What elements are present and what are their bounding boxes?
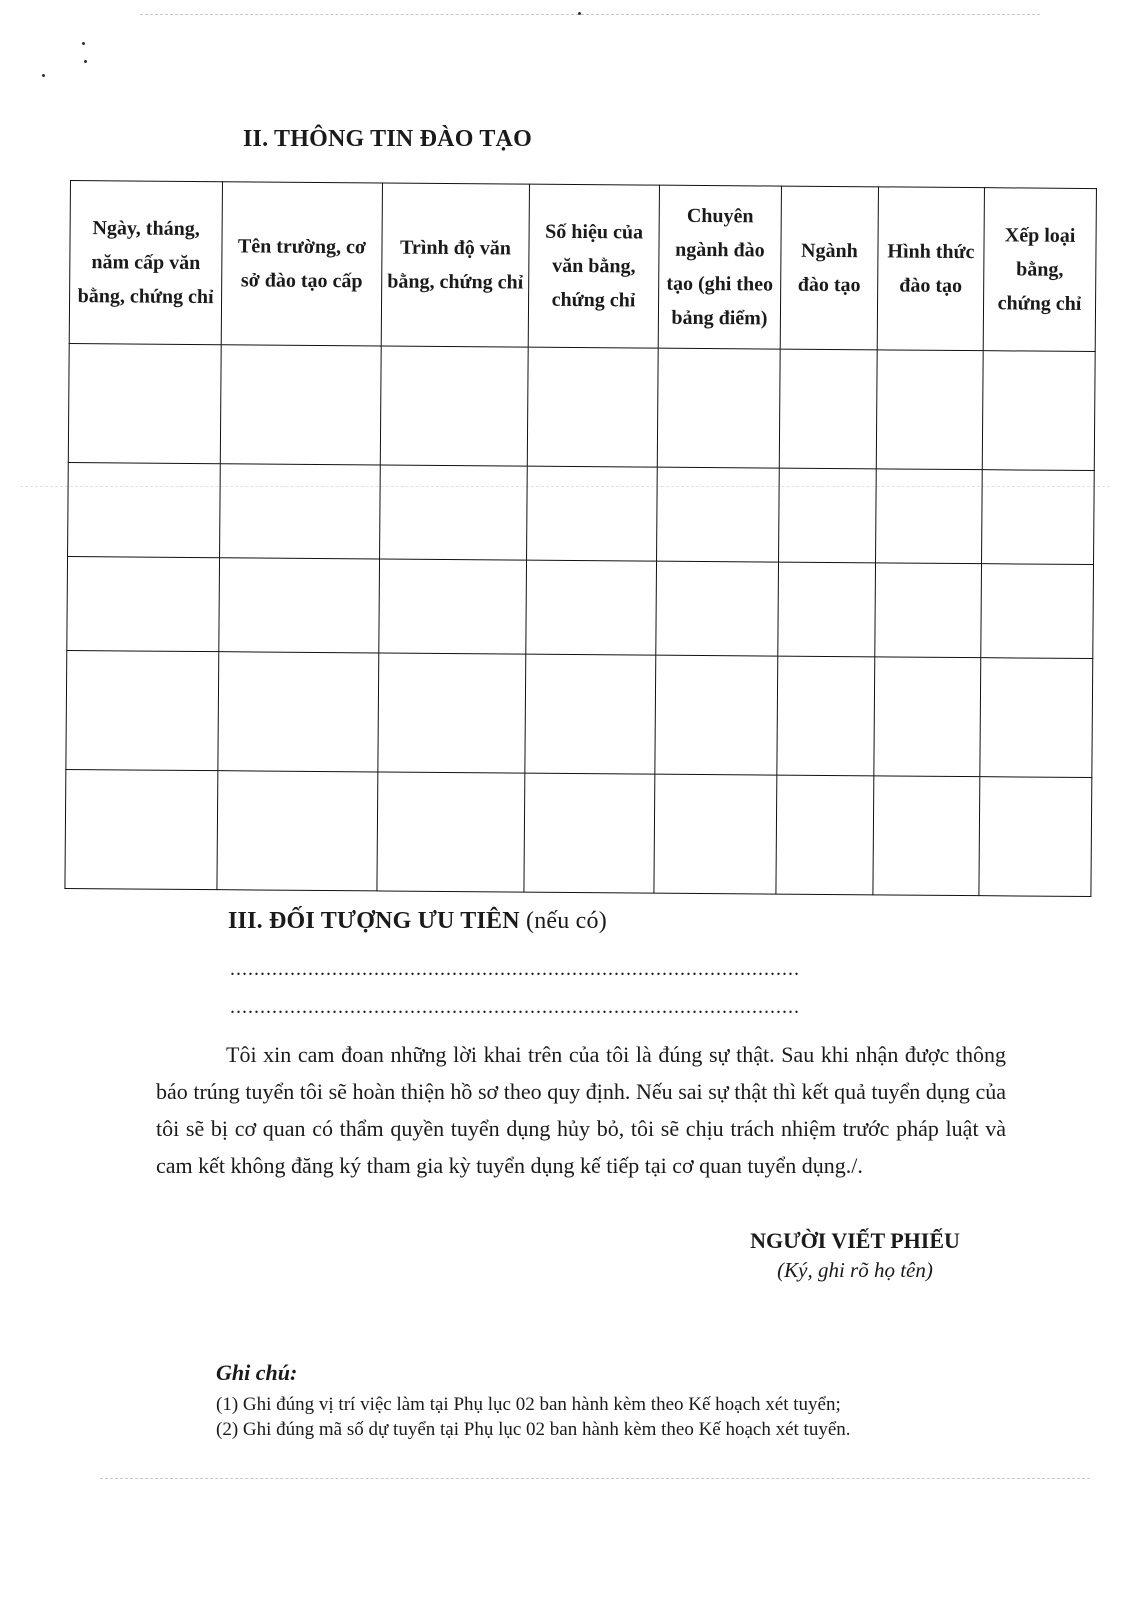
- table-row: [67, 556, 1094, 658]
- table-header-row: [69, 181, 1096, 352]
- col-header-grade: Xếp loại bằng, chứng chỉ: [983, 188, 1096, 352]
- table-cell[interactable]: [779, 468, 877, 563]
- table-row: [68, 462, 1095, 564]
- table-cell[interactable]: [217, 771, 378, 891]
- table-cell[interactable]: [526, 560, 657, 655]
- note-item-1: (1) Ghi đúng vị trí việc làm tại Phụ lục 02 ban hành kèm theo Kế hoạch xét tuyển;: [216, 1394, 841, 1415]
- priority-dotted-line-2[interactable]: ...............................................................................................: [230, 996, 800, 1016]
- col-header-major: Ngành đào tạo: [780, 186, 878, 350]
- table-cell[interactable]: [525, 654, 656, 774]
- col-header-training-mode: Hình thức đào tạo: [877, 187, 984, 351]
- scan-artifact-top: [140, 14, 1040, 15]
- table-cell[interactable]: [876, 350, 983, 470]
- signer-hint: (Ký, ghi rõ họ tên): [777, 1258, 933, 1282]
- table-cell[interactable]: [527, 466, 658, 561]
- priority-dotted-line-1[interactable]: ...............................................................................................: [230, 958, 800, 978]
- table-cell[interactable]: [875, 563, 982, 658]
- notes-section: [216, 1360, 1016, 1442]
- table-cell[interactable]: [68, 343, 221, 463]
- table-cell[interactable]: [777, 656, 875, 776]
- table-cell[interactable]: [874, 657, 981, 777]
- table-cell[interactable]: [380, 346, 528, 466]
- scan-speck: [42, 74, 45, 77]
- table-cell[interactable]: [980, 658, 1093, 778]
- table-cell[interactable]: [527, 347, 658, 467]
- section-3-title-text: III. ĐỐI TƯỢNG ƯU TIÊN: [228, 908, 520, 934]
- table-cell[interactable]: [219, 558, 380, 653]
- signature-block: [705, 1228, 1005, 1283]
- section-2-title: II. THÔNG TIN ĐÀO TẠO: [243, 126, 532, 152]
- table-cell[interactable]: [979, 777, 1092, 897]
- table-cell[interactable]: [876, 469, 983, 564]
- col-header-degree-level: Trình độ văn bằng, chứng chỉ: [381, 183, 529, 347]
- table-cell[interactable]: [65, 769, 218, 889]
- table-cell[interactable]: [220, 464, 381, 559]
- table-cell[interactable]: [982, 470, 1095, 565]
- scan-artifact-bottom: [100, 1478, 1090, 1479]
- table-cell[interactable]: [981, 564, 1094, 659]
- training-table: [64, 180, 1097, 897]
- table-cell[interactable]: [378, 653, 526, 773]
- table-row: [66, 650, 1093, 777]
- col-header-school: Tên trường, cơ sở đào tạo cấp: [221, 182, 382, 346]
- scan-speck: [82, 42, 85, 45]
- signer-role: NGƯỜI VIẾT PHIẾU: [750, 1228, 960, 1253]
- table-cell[interactable]: [654, 774, 777, 894]
- table-cell[interactable]: [218, 652, 379, 772]
- table-cell[interactable]: [873, 776, 980, 896]
- table-row: [65, 769, 1092, 896]
- table-cell[interactable]: [524, 773, 655, 893]
- note-item-2: (2) Ghi đúng mã số dự tuyển tại Phụ lục 02 ban hành kèm theo Kế hoạch xét tuyển.: [216, 1419, 851, 1440]
- table-cell[interactable]: [68, 462, 221, 557]
- table-cell[interactable]: [982, 351, 1095, 471]
- scan-speck: [578, 12, 581, 15]
- table-cell[interactable]: [655, 655, 778, 775]
- section-3-title: [228, 908, 607, 935]
- table-cell[interactable]: [657, 348, 780, 468]
- table-cell[interactable]: [220, 345, 381, 465]
- table-cell[interactable]: [67, 556, 220, 651]
- table-cell[interactable]: [66, 650, 219, 770]
- table-cell[interactable]: [779, 349, 877, 469]
- table-cell[interactable]: [778, 562, 876, 657]
- col-header-certificate-number: Số hiệu của văn bằng, chứng chỉ: [528, 184, 659, 348]
- table-cell[interactable]: [379, 559, 527, 654]
- col-header-issue-date: Ngày, tháng, năm cấp văn bằng, chứng chỉ: [69, 181, 222, 345]
- table-row: [68, 343, 1095, 470]
- table-cell[interactable]: [380, 465, 528, 560]
- declaration-paragraph: Tôi xin cam đoan những lời khai trên của tôi là đúng sự thật. Sau khi nhận được thông báo trúng tuyển tôi sẽ hoàn thiện hồ sơ theo quy định. Nếu sai sự thật thì kết quả tuyển dụng của tôi sẽ bị cơ quan có thẩm quyền tuyển dụng hủy bỏ, tôi sẽ chịu trách nhiệm trước pháp luật và cam kết không đăng ký tham gia kỳ tuyển dụng kế tiếp tại cơ quan tuyển dụng./.: [156, 1042, 1006, 1178]
- table-cell[interactable]: [657, 467, 780, 562]
- section-3-title-suffix: (nếu có): [526, 908, 607, 934]
- table-cell[interactable]: [656, 561, 779, 656]
- notes-title: Ghi chú:: [216, 1360, 298, 1385]
- table-cell[interactable]: [776, 775, 874, 895]
- scan-speck: [84, 60, 87, 63]
- col-header-specialization: Chuyên ngành đào tạo (ghi theo bảng điểm): [658, 185, 781, 349]
- table-cell[interactable]: [377, 772, 525, 892]
